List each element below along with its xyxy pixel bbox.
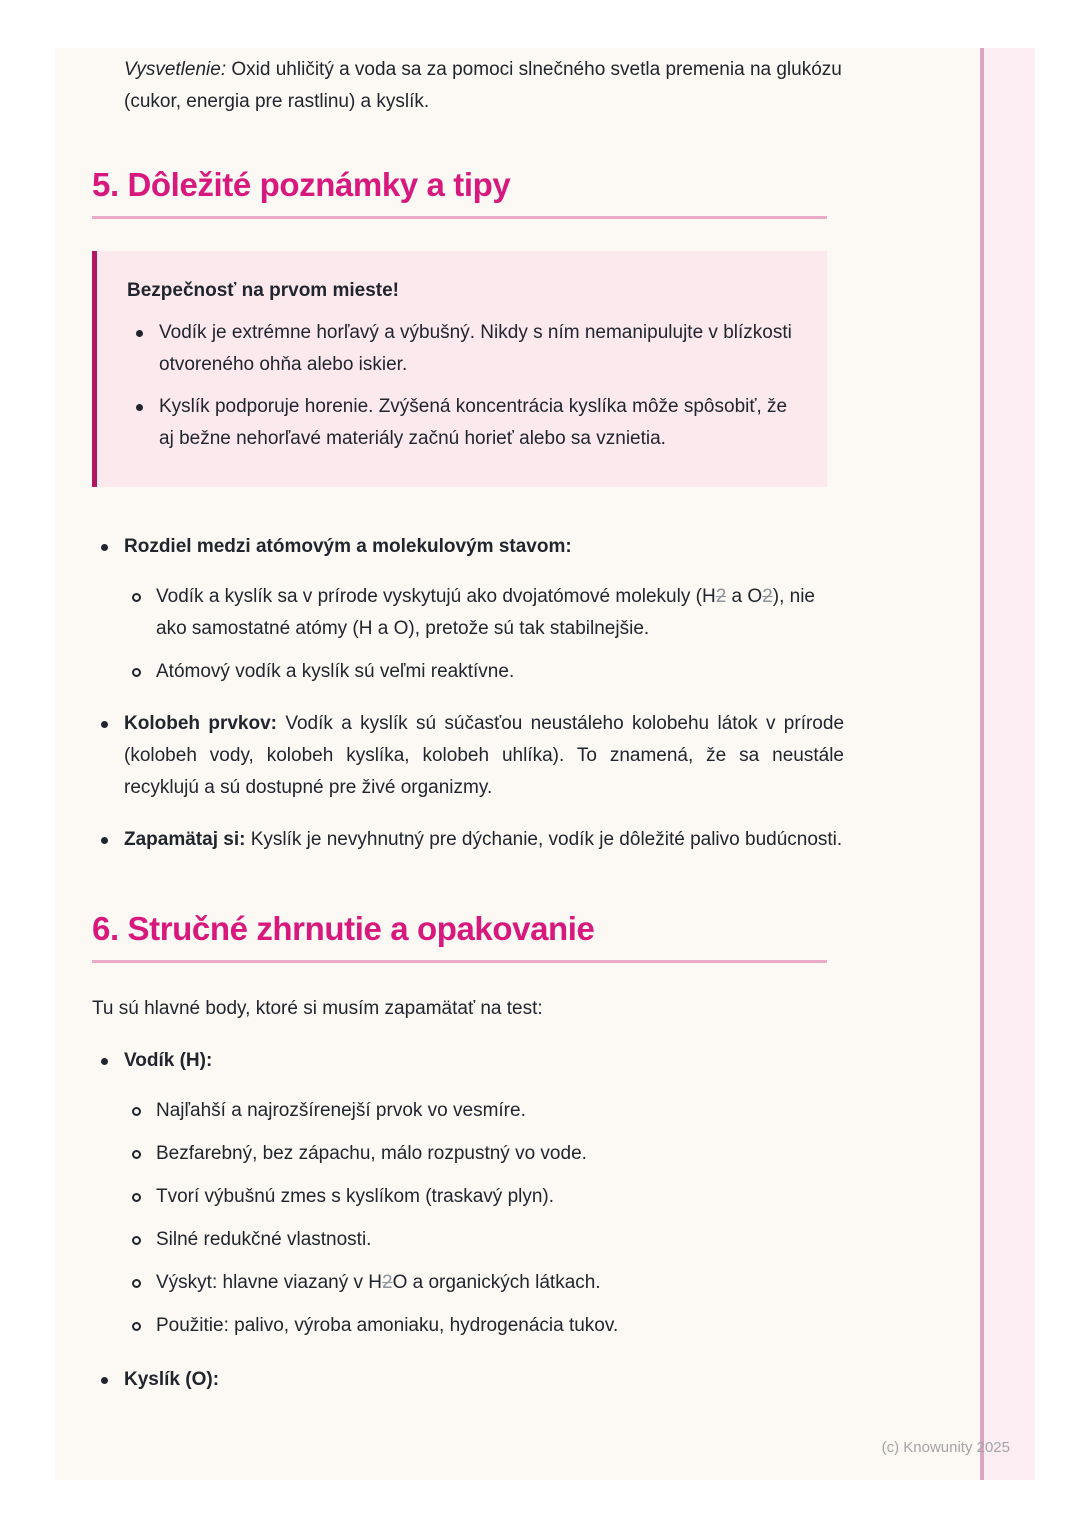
text-segment: ), nie ako samostatné atómy (H a O), pretože sú tak stabilnejšie. [156, 586, 815, 639]
text-segment: O a organických látkach. [392, 1272, 601, 1293]
page-edge-stripe [980, 48, 1035, 1480]
sub-bullet [124, 581, 844, 645]
note-item-difference [92, 531, 844, 688]
sub-bullet: Atómový vodík a kyslík sú veľmi reaktívne. [124, 656, 844, 688]
note-item-text: Vodík a kyslík sú súčasťou neustáleho kolobehu látok v prírode (kolobeh vody, kolobeh kyslíka, kolobeh uhlíka). To znamená, že sa neustále recyklujú a sú dostupné pre živé organizmy. [124, 713, 845, 798]
explanation-text: Oxid uhličitý a voda sa za pomoci slnečného svetla premenia na glukózu (cukor, energia pre rastlinu) a kyslík. [124, 59, 842, 112]
note-item-remember [92, 824, 844, 856]
explanation-paragraph [124, 54, 844, 118]
hydrogen-sub-list [124, 1095, 844, 1342]
note-item-cycle [92, 708, 844, 804]
explanation-label: Vysvetlenie: [124, 59, 227, 80]
safety-callout-title: Bezpečnosť na prvom mieste! [127, 280, 400, 301]
section-5-heading: 5. Dôležité poznámky a tipy [92, 166, 511, 203]
summary-bullet-list [92, 1045, 844, 1396]
summary-item-hydrogen [92, 1045, 844, 1342]
struck-subscript: 2 [762, 586, 773, 607]
section-6-heading: 6. Stručné zhrnutie a opakovanie [92, 910, 595, 947]
summary-item-oxygen [92, 1364, 844, 1396]
text-segment: a O [726, 586, 763, 607]
sub-bullet [124, 1267, 844, 1299]
notes-bullet-list [92, 531, 844, 856]
note-item-text: Kyslík je nevyhnutný pre dýchanie, vodík je dôležité palivo budúcnosti. [250, 829, 843, 850]
section-5-divider [92, 216, 827, 219]
sub-bullet: Silné redukčné vlastnosti. [124, 1224, 844, 1256]
struck-subscript: 2 [381, 1272, 393, 1293]
safety-bullet: Vodík je extrémne horľavý a výbušný. Nikdy s ním nemanipulujte v blízkosti otvoreného ohňa alebo iskier. [127, 317, 797, 381]
safety-bullet: Kyslík podporuje horenie. Zvýšená koncentrácia kyslíka môže spôsobiť, že aj bežne nehorľavé materiály začnú horieť alebo sa vznietia. [127, 391, 797, 455]
sub-bullet: Použitie: palivo, výroba amoniaku, hydrogenácia tukov. [124, 1310, 844, 1342]
content-column [92, 54, 844, 1396]
note-item-label: Rozdiel medzi atómovým a molekulovým stavom: [124, 536, 572, 557]
struck-subscript: 2 [715, 586, 727, 607]
text-segment: Výskyt: hlavne viazaný v H [156, 1272, 382, 1293]
note-card [55, 48, 1035, 1480]
molecular-sub-list [124, 581, 844, 688]
summary-item-label: Vodík (H): [124, 1050, 213, 1071]
note-item-label: Zapamätaj si: [124, 829, 246, 850]
sub-bullet: Najľahší a najrozšírenejší prvok vo vesmíre. [124, 1095, 844, 1127]
summary-intro-paragraph: Tu sú hlavné body, ktoré si musím zapamätať na test: [92, 998, 543, 1019]
safety-bullet-list [127, 317, 797, 455]
safety-callout [92, 251, 827, 487]
note-item-label: Kolobeh prvkov: [124, 713, 277, 734]
sub-bullet: Tvorí výbušnú zmes s kyslíkom (traskavý plyn). [124, 1181, 844, 1213]
copyright-watermark: (c) Knowunity 2025 [881, 1439, 1010, 1456]
sub-bullet: Bezfarebný, bez zápachu, málo rozpustný vo vode. [124, 1138, 844, 1170]
section-6-divider [92, 960, 827, 963]
text-segment: Vodík a kyslík sa v prírode vyskytujú ako dvojatómové molekuly (H [156, 586, 716, 607]
summary-item-label: Kyslík (O): [124, 1369, 220, 1390]
